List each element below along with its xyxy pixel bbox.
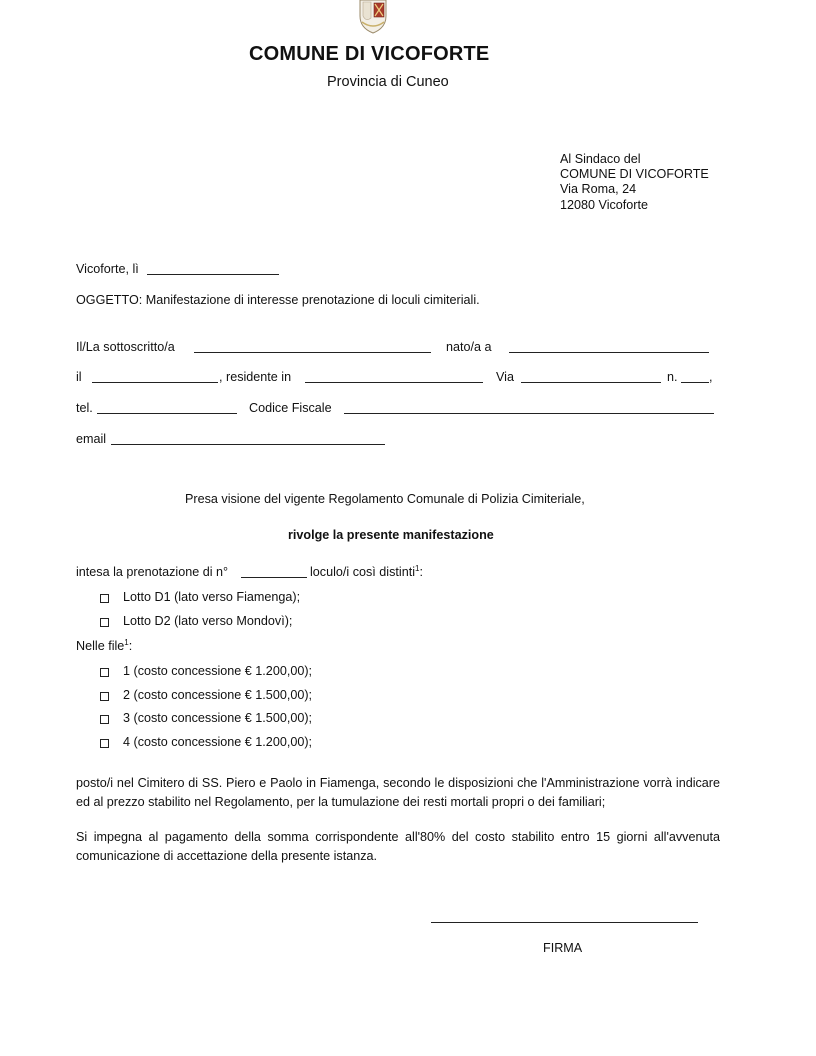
lot-d2-checkbox[interactable] bbox=[100, 618, 109, 627]
row-3-label: 3 (costo concessione € 1.500,00); bbox=[123, 711, 313, 725]
row-4-label: 4 (costo concessione € 1.200,00); bbox=[123, 735, 313, 749]
booking-suffix: loculo/i così distinti bbox=[310, 565, 415, 579]
province-subtitle: Provincia di Cuneo bbox=[327, 74, 449, 90]
booking-suffix-wrap bbox=[310, 565, 423, 580]
birth-date-label: il bbox=[76, 370, 82, 384]
lot-d2-label: Lotto D2 (lato verso Mondovì); bbox=[123, 614, 293, 628]
undersigned-name-field[interactable] bbox=[194, 352, 431, 353]
payment-paragraph: Si impegna al pagamento della somma corrispondente all'80% del costo stabilito entro 15 giorni all'avvenuta comunicazione di accettazione della presente istanza. bbox=[76, 830, 720, 863]
phone-field[interactable] bbox=[97, 413, 237, 414]
street-label: Via bbox=[496, 370, 514, 384]
date-label: Vicoforte, lì bbox=[76, 262, 139, 276]
birthplace-field[interactable] bbox=[509, 352, 709, 353]
tax-code-label: Codice Fiscale bbox=[249, 401, 332, 415]
phone-label: tel. bbox=[76, 401, 93, 415]
signature-field[interactable] bbox=[431, 922, 698, 923]
row-4-checkbox[interactable] bbox=[100, 739, 109, 748]
rows-label: Nelle file bbox=[76, 639, 125, 653]
row-1-checkbox[interactable] bbox=[100, 668, 109, 677]
lot-d1-checkbox[interactable] bbox=[100, 594, 109, 603]
recipient-line-1: Al Sindaco del bbox=[560, 152, 641, 166]
tax-code-field[interactable] bbox=[344, 413, 714, 414]
burial-paragraph: posto/i nel Cimitero di SS. Piero e Paolo in Fiamenga, secondo le disposizioni che l'Amministrazione vorrà indicare ed al prezzo stabilito nel Regolamento, per la tumulazione dei resti mortali propri o dei familiari; bbox=[76, 776, 720, 809]
house-number-comma: , bbox=[709, 370, 713, 384]
resident-label: , residente in bbox=[219, 370, 292, 384]
email-label: email bbox=[76, 432, 107, 446]
booking-colon: : bbox=[419, 565, 423, 579]
booking-quantity-field[interactable] bbox=[241, 577, 307, 578]
recipient-line-3: Via Roma, 24 bbox=[560, 182, 637, 196]
house-number-label: n. bbox=[667, 370, 678, 384]
recipient-line-4: 12080 Vicoforte bbox=[560, 198, 648, 212]
rows-footnote-ref: 1 bbox=[124, 637, 129, 647]
street-field[interactable] bbox=[521, 382, 661, 383]
recipient-line-2: COMUNE DI VICOFORTE bbox=[560, 167, 709, 181]
email-field[interactable] bbox=[111, 444, 385, 445]
regulation-intro: Presa visione del vigente Regolamento Comunale di Polizia Cimiteriale, bbox=[185, 492, 585, 506]
row-2-label: 2 (costo concessione € 1.500,00); bbox=[123, 688, 313, 702]
municipality-title: COMUNE DI VICOFORTE bbox=[249, 43, 490, 65]
signature-label: FIRMA bbox=[543, 941, 583, 955]
born-at-label: nato/a a bbox=[446, 340, 492, 354]
row-1-label: 1 (costo concessione € 1.200,00); bbox=[123, 664, 313, 678]
booking-prefix: intesa la prenotazione di n° bbox=[76, 565, 229, 579]
request-heading: rivolge la presente manifestazione bbox=[288, 528, 494, 542]
residence-field[interactable] bbox=[305, 382, 483, 383]
birth-date-field[interactable] bbox=[92, 382, 218, 383]
rows-colon: : bbox=[128, 639, 133, 653]
undersigned-label: Il/La sottoscritto/a bbox=[76, 340, 175, 354]
rows-label-wrap bbox=[76, 639, 132, 654]
subject-line: OGGETTO: Manifestazione di interesse prenotazione di loculi cimiteriali. bbox=[76, 293, 480, 307]
municipal-crest bbox=[354, 0, 392, 34]
lot-d1-label: Lotto D1 (lato verso Fiamenga); bbox=[123, 590, 301, 604]
row-3-checkbox[interactable] bbox=[100, 715, 109, 724]
house-number-field[interactable] bbox=[681, 382, 709, 383]
row-2-checkbox[interactable] bbox=[100, 692, 109, 701]
date-field[interactable] bbox=[147, 274, 279, 275]
booking-footnote-ref: 1 bbox=[415, 563, 420, 573]
